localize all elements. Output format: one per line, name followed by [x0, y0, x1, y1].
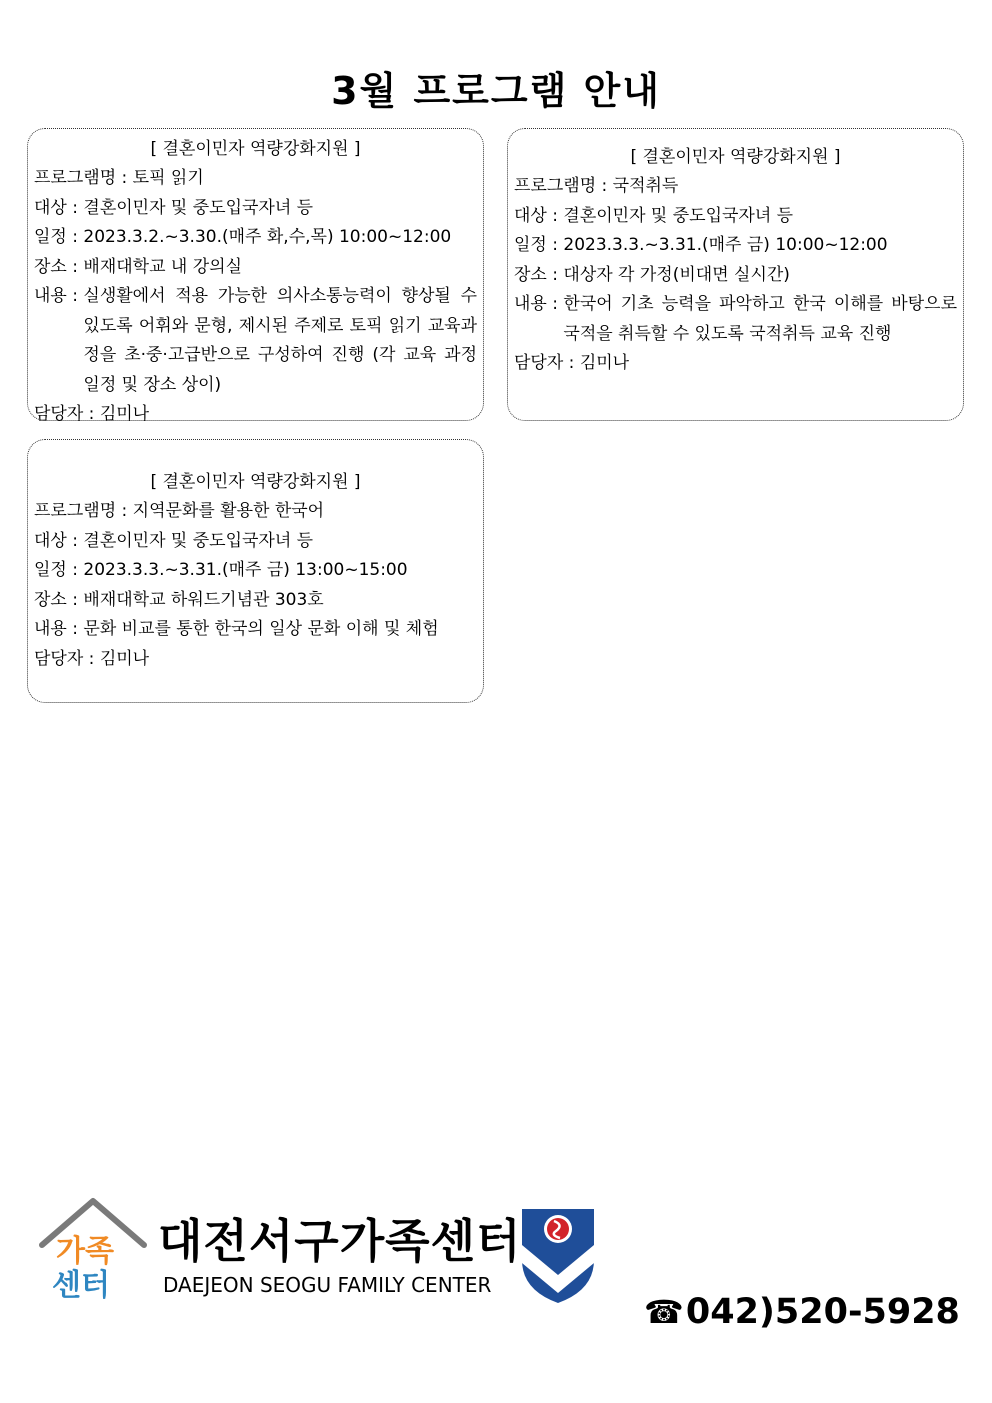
program-name: 지역문화를 활용한 한국어 — [132, 501, 325, 521]
logo-text-bottom: 센터 — [52, 1268, 110, 1303]
brand-english: DAEJEON SEOGU FAMILY CENTER — [163, 1273, 492, 1297]
label: 프로그램명 : — [34, 501, 128, 521]
place-row — [34, 253, 477, 283]
label: 내용 : — [34, 619, 78, 639]
place: 배재대학교 내 강의실 — [83, 256, 242, 277]
schedule-row — [34, 556, 477, 586]
manager: 김미나 — [99, 404, 150, 424]
manager: 김미나 — [99, 648, 150, 669]
program-name-row — [34, 497, 477, 527]
target: 결혼이민자 및 중도입국자녀 등 — [83, 197, 314, 218]
manager-row — [514, 349, 957, 379]
label: 담당자 : — [34, 404, 95, 424]
label: 일정 : — [514, 235, 558, 255]
label: 대상 : — [34, 530, 78, 551]
label: 일정 : — [34, 560, 78, 580]
target: 결혼이민자 및 중도입국자녀 등 — [83, 530, 314, 551]
content-row — [514, 290, 957, 349]
program-name: 토픽 읽기 — [132, 168, 204, 188]
place-row — [34, 586, 477, 616]
label: 담당자 : — [34, 648, 95, 669]
manager-row — [34, 645, 477, 675]
label: 담당자 : — [514, 353, 575, 373]
label: 대상 : — [514, 205, 558, 226]
content-row — [34, 282, 477, 400]
schedule: 2023.3.3.~3.31.(매주 금) 13:00~15:00 — [83, 560, 408, 580]
label: 일정 : — [34, 227, 78, 247]
place-row — [514, 261, 957, 291]
schedule-row — [514, 231, 957, 261]
program-card-3 — [27, 439, 484, 703]
content: 실생활에서 적용 가능한 의사소통능력이 향상될 수 있도록 어휘와 문형, 제시된 주제로 토픽 읽기 교육과정을 초·중·고급반으로 구성하여 진행 (각 교육 과정 일정 및 장소 상이) — [83, 286, 477, 395]
program-card-2 — [507, 128, 964, 421]
brand-korean: 대전서구가족센터 — [158, 1214, 522, 1268]
manager-row — [34, 400, 477, 430]
manager: 김미나 — [579, 353, 630, 373]
footer-logo — [38, 1195, 608, 1310]
label: 장소 : — [514, 264, 558, 285]
card-header: [ 결혼이민자 역량강화지원 ] — [150, 472, 361, 492]
place: 배재대학교 하워드기념관 303호 — [83, 589, 324, 610]
program-card-1 — [27, 128, 484, 424]
label: 장소 : — [34, 589, 78, 610]
phone-text: 042)520-5928 — [685, 1292, 960, 1332]
label: 프로그램명 : — [514, 176, 608, 196]
content: 문화 비교를 통한 한국의 일상 문화 이해 및 체험 — [83, 619, 439, 639]
label: 대상 : — [34, 197, 78, 218]
label: 내용 : — [34, 286, 78, 306]
target-row — [34, 194, 477, 224]
place: 대상자 각 가정(비대면 실시간) — [563, 264, 790, 285]
target: 결혼이민자 및 중도입국자녀 등 — [563, 205, 794, 226]
schedule: 2023.3.3.~3.31.(매주 금) 10:00~12:00 — [563, 235, 888, 255]
label: 장소 : — [34, 256, 78, 277]
card-header: [ 결혼이민자 역량강화지원 ] — [630, 147, 841, 167]
family-center-logo-icon — [38, 1195, 148, 1305]
content: 한국어 기초 능력을 파악하고 한국 이해를 바탕으로 국적을 취득할 수 있도록 국적취득 교육 진행 — [563, 294, 957, 344]
label: 내용 : — [514, 294, 558, 314]
card-header: [ 결혼이민자 역량강화지원 ] — [150, 139, 361, 159]
page-title: 3월 프로그램 안내 — [331, 69, 661, 113]
program-name-row — [34, 164, 477, 194]
telephone-icon: ☎ — [644, 1293, 684, 1331]
logo-text-top: 가족 — [56, 1234, 114, 1269]
schedule: 2023.3.2.~3.30.(매주 화,수,목) 10:00~12:00 — [83, 227, 452, 247]
label: 프로그램명 : — [34, 168, 128, 188]
target-row — [34, 527, 477, 557]
program-name: 국적취득 — [612, 176, 679, 196]
target-row — [514, 202, 957, 232]
schedule-row — [34, 223, 477, 253]
university-shield-icon — [518, 1205, 598, 1305]
program-name-row — [514, 172, 957, 202]
content-row — [34, 615, 477, 645]
phone-number — [644, 1292, 960, 1332]
